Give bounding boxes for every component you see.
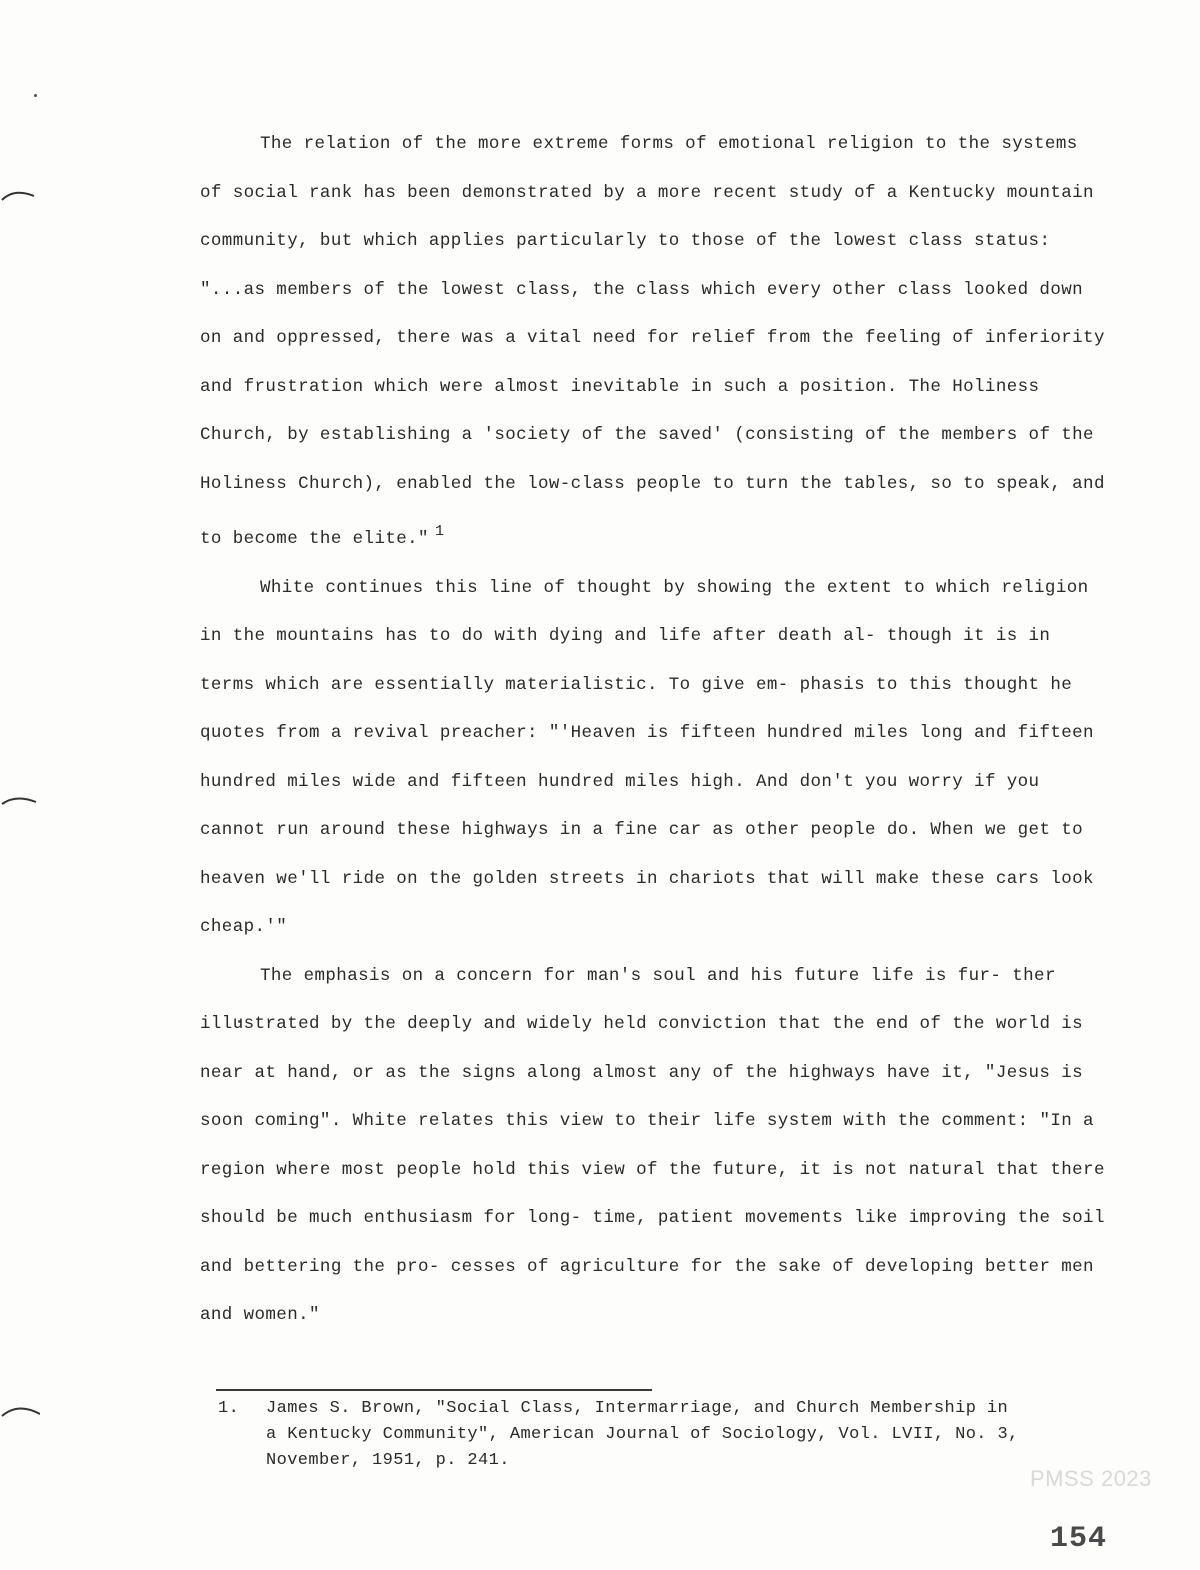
footnote-number: 1.	[218, 1399, 240, 1418]
text-line: systems of social rank has been demonstrated by a more recent study of a	[200, 134, 1078, 203]
footnote-line: James S. Brown, "Social Class, Intermarriage, and Church Membership in	[266, 1399, 1009, 1418]
text-line: hundred miles high. And don't you worry if you cannot run around these	[200, 771, 1040, 840]
text-line: White continues this line of thought by showing the extent to which	[260, 577, 991, 598]
footnote-reference: 1	[434, 523, 445, 540]
hole-punch-mark	[0, 184, 40, 210]
text-line: the future, it is not natural that there should be much enthusiasm for long-	[200, 1159, 1105, 1228]
archive-watermark: PMSS 2023	[1030, 1466, 1152, 1491]
text-line: though it is in terms which are essentially materialistic. To give em-	[200, 626, 1051, 695]
text-line: the world is near at hand, or as the signs along almost any of the highways	[200, 1014, 1084, 1083]
text-line: have it, "Jesus is soon coming". White relates this view to their life	[200, 1062, 1084, 1131]
paragraph-2	[200, 564, 1110, 952]
footnote	[218, 1396, 1118, 1474]
text-line: enabled the low-class people to turn the tables, so to speak, and to become	[200, 473, 1105, 549]
page-number: 154	[1050, 1522, 1108, 1556]
text-line: the elite."	[309, 529, 429, 549]
footnote-line: November, 1951, p. 241.	[266, 1451, 510, 1470]
hole-punch-mark	[0, 790, 40, 816]
text-line: religion in the mountains has to do with dying and life after death al-	[200, 577, 1089, 646]
hole-punch-mark	[0, 1400, 40, 1426]
text-line: The relation of the more extreme forms of emotional religion to the	[260, 134, 991, 154]
text-line: which every other class looked down on and oppressed, there was a vital	[200, 279, 1084, 348]
text-line: a 'society of the saved' (consisting of the members of the Holiness Church),	[200, 425, 1094, 494]
paragraph-1	[200, 120, 1110, 564]
text-line: phasis to this thought he quotes from a revival preacher: "'Heaven is	[200, 674, 1073, 743]
text-line: system with the comment: "In a region where most people hold this view of	[200, 1111, 1094, 1180]
text-line: cesses of agriculture for the sake of developing better men and women."	[200, 1256, 1094, 1325]
body-text	[200, 120, 1110, 1340]
text-line: fifteen hundred miles long and fifteen hundred miles wide and fifteen	[200, 723, 1094, 792]
text-line: almost inevitable in such a position. The Holiness Church, by establishing	[200, 376, 1040, 445]
text-line: highways in a fine car as other people do. When we get to heaven we'll	[200, 820, 1084, 889]
footnote-text	[266, 1396, 1118, 1474]
text-line: ther illustrated by the deeply and widely held conviction that the end of	[200, 965, 1056, 1034]
text-line: The emphasis on a concern for man's soul and his future life is fur-	[260, 965, 1002, 986]
paragraph-3	[200, 952, 1110, 1340]
text-line: ride on the golden streets in chariots that will make these cars look cheap.'"	[200, 868, 1094, 937]
footnote-divider	[216, 1389, 652, 1391]
text-line: need for relief from the feeling of inferiority and frustration which were	[200, 328, 1105, 397]
scan-speck	[34, 94, 37, 97]
text-line: time, patient movements like improving the soil and bettering the pro-	[200, 1208, 1105, 1277]
text-line: the lowest class status: "...as members of the lowest class, the class	[200, 231, 1051, 300]
footnote-line: a Kentucky Community", American Journal of Sociology, Vol. LVII, No. 3,	[266, 1425, 1019, 1444]
text-line: Kentucky mountain community, but which applies particularly to those of	[200, 182, 1094, 251]
